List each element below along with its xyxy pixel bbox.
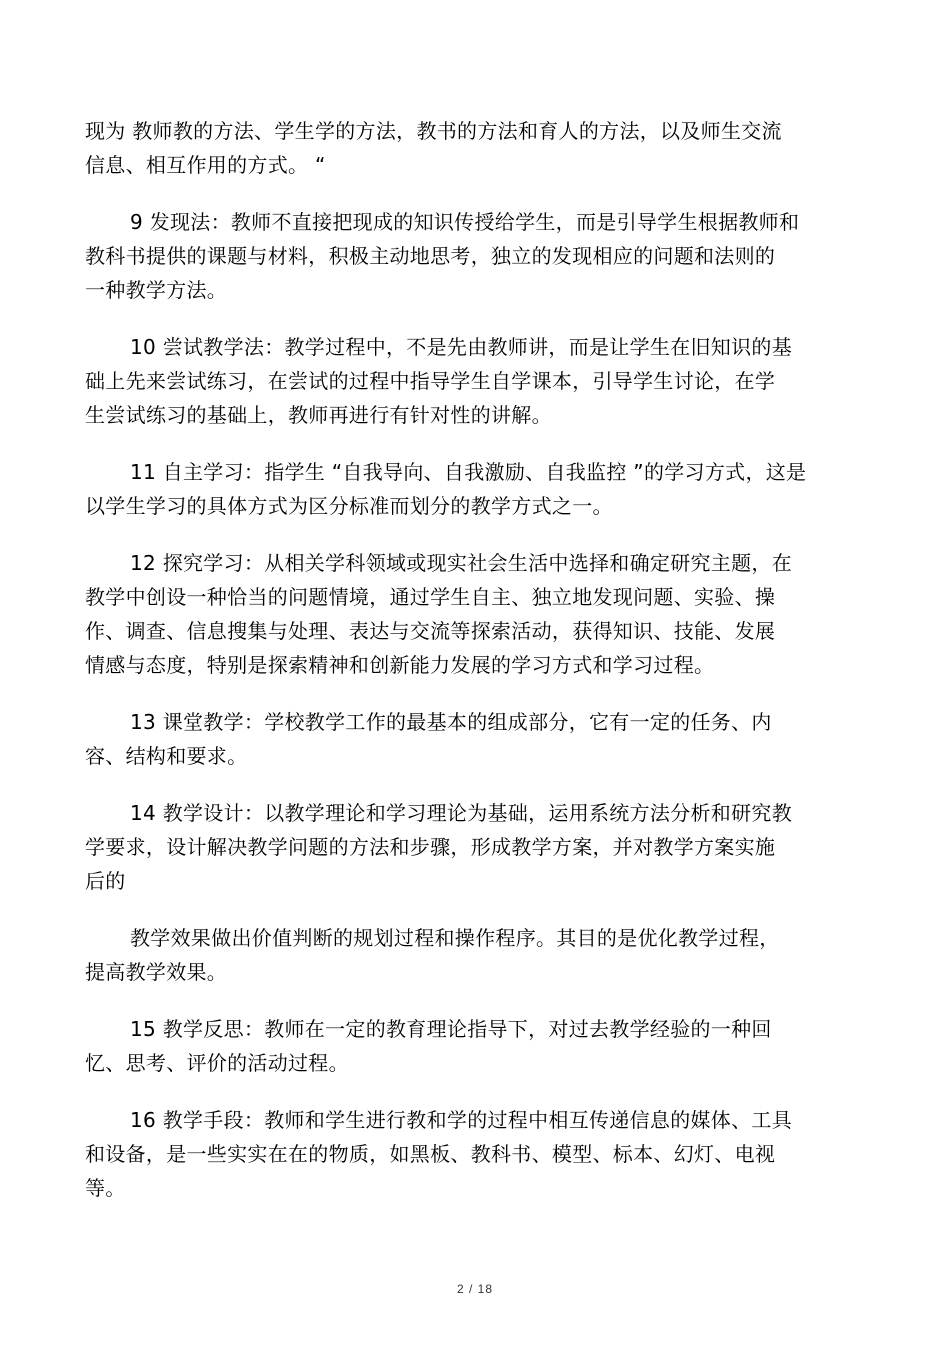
text-line: 等。 — [85, 1176, 126, 1200]
text-line: 情感与态度，特别是探索精神和创新能力发展的学习方式和学习过程。 — [85, 653, 715, 677]
text-line: 忆、思考、评价的活动过程。 — [85, 1051, 349, 1075]
text-line: 信息、相互作用的方式。 “ — [85, 153, 326, 177]
text-line: 教学中创设一种恰当的问题情境，通过学生自主、独立地发现问题、实验、操 — [85, 585, 776, 609]
text-line: 14 教学设计：以教学理论和学习理论为基础，运用系统方法分析和研究教 — [130, 801, 793, 825]
text-line: 学要求，设计解决教学问题的方法和步骤，形成教学方案，并对教学方案实施 — [85, 835, 776, 859]
text-line: 以学生学习的具体方式为区分标准而划分的教学方式之一。 — [85, 494, 613, 518]
text-line: 作、调查、信息搜集与处理、表达与交流等探索活动，获得知识、技能、发展 — [85, 619, 776, 643]
text-line: 教科书提供的课题与材料，积极主动地思考，独立的发现相应的问题和法则的 — [85, 244, 776, 268]
text-line: 16 教学手段：教师和学生进行教和学的过程中相互传递信息的媒体、工具 — [130, 1108, 793, 1132]
text-line: 现为 教师教的方法、学生学的方法，教书的方法和育人的方法，以及师生交流 — [85, 119, 782, 143]
text-line: 后的 — [85, 869, 126, 893]
text-line: 容、结构和要求。 — [85, 744, 248, 768]
text-line: 12 探究学习：从相关学科领域或现实社会生活中选择和确定研究主题，在 — [130, 551, 793, 575]
text-line: 生尝试练习的基础上，教师再进行有针对性的讲解。 — [85, 403, 552, 427]
text-line: 13 课堂教学：学校教学工作的最基本的组成部分，它有一定的任务、内 — [130, 710, 772, 734]
text-line: 10 尝试教学法：教学过程中，不是先由教师讲，而是让学生在旧知识的基 — [130, 335, 793, 359]
text-line: 提高教学效果。 — [85, 960, 228, 984]
text-line: 一种教学方法。 — [85, 278, 228, 302]
text-line: 教学效果做出价值判断的规划过程和操作程序。其目的是优化教学过程， — [130, 926, 780, 950]
page-number: 2 / 18 — [456, 1282, 494, 1296]
text-line: 础上先来尝试练习，在尝试的过程中指导学生自学课本，引导学生讨论，在学 — [85, 369, 776, 393]
text-line: 9 发现法：教师不直接把现成的知识传授给学生，而是引导学生根据教师和 — [130, 210, 800, 234]
text-line: 11 自主学习：指学生 “自我导向、自我激励、自我监控 ”的学习方式，这是 — [130, 460, 807, 484]
text-line: 15 教学反思：教师在一定的教育理论指导下，对过去教学经验的一种回 — [130, 1017, 772, 1041]
text-line: 和设备，是一些实实在在的物质，如黑板、教科书、模型、标本、幻灯、电视 — [85, 1142, 776, 1166]
